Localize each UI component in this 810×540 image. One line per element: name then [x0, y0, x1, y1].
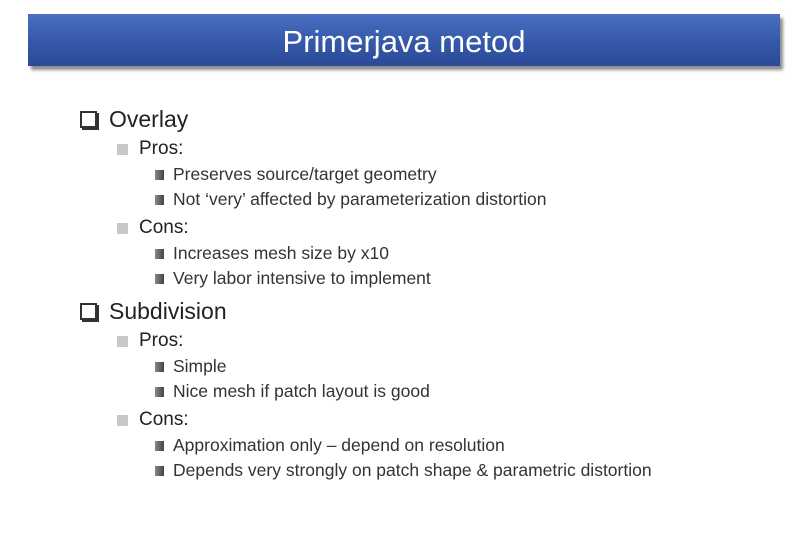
section-overlay	[80, 104, 547, 291]
square-bullet-icon	[117, 336, 128, 347]
list-item	[155, 354, 652, 379]
list-item-text: Increases mesh size by x10	[173, 243, 389, 263]
group-label-text: Cons:	[139, 217, 189, 238]
section-heading	[80, 104, 547, 134]
list-item	[155, 162, 547, 187]
small-square-bullet-icon	[155, 387, 164, 397]
list-item-text: Very labor intensive to implement	[173, 268, 431, 288]
checkbox-bullet-icon	[80, 303, 97, 320]
section-heading	[80, 296, 652, 326]
list-item	[155, 433, 652, 458]
square-bullet-icon	[117, 415, 128, 426]
list-item-text: Approximation only – depend on resolution	[173, 435, 505, 455]
group-label-text: Pros:	[139, 330, 184, 351]
section-subdivision	[80, 296, 652, 483]
list-item-text: Simple	[173, 356, 227, 376]
list-item	[155, 458, 652, 483]
list-item-text: Nice mesh if patch layout is good	[173, 381, 430, 401]
small-square-bullet-icon	[155, 441, 164, 451]
list-item	[155, 241, 547, 266]
square-bullet-icon	[117, 144, 128, 155]
small-square-bullet-icon	[155, 170, 164, 180]
checkbox-bullet-icon	[80, 111, 97, 128]
small-square-bullet-icon	[155, 249, 164, 259]
small-square-bullet-icon	[155, 362, 164, 372]
group-label-text: Pros:	[139, 138, 184, 159]
title-bar	[28, 14, 780, 66]
list-item	[155, 266, 547, 291]
slide-title: Primerjava metod	[282, 24, 526, 59]
list-item	[155, 379, 652, 404]
group-label	[117, 407, 652, 433]
group-label	[117, 215, 547, 241]
small-square-bullet-icon	[155, 195, 164, 205]
heading-text: Overlay	[109, 105, 189, 132]
square-bullet-icon	[117, 223, 128, 234]
group-label	[117, 328, 652, 354]
small-square-bullet-icon	[155, 466, 164, 476]
heading-text: Subdivision	[109, 297, 227, 324]
group-label	[117, 136, 547, 162]
list-item-text: Not ‘very’ affected by parameterization distortion	[173, 189, 547, 209]
list-item	[155, 187, 547, 212]
list-item-text: Preserves source/target geometry	[173, 164, 437, 184]
small-square-bullet-icon	[155, 274, 164, 284]
group-label-text: Cons:	[139, 409, 189, 430]
list-item-text: Depends very strongly on patch shape & parametric distortion	[173, 460, 652, 480]
